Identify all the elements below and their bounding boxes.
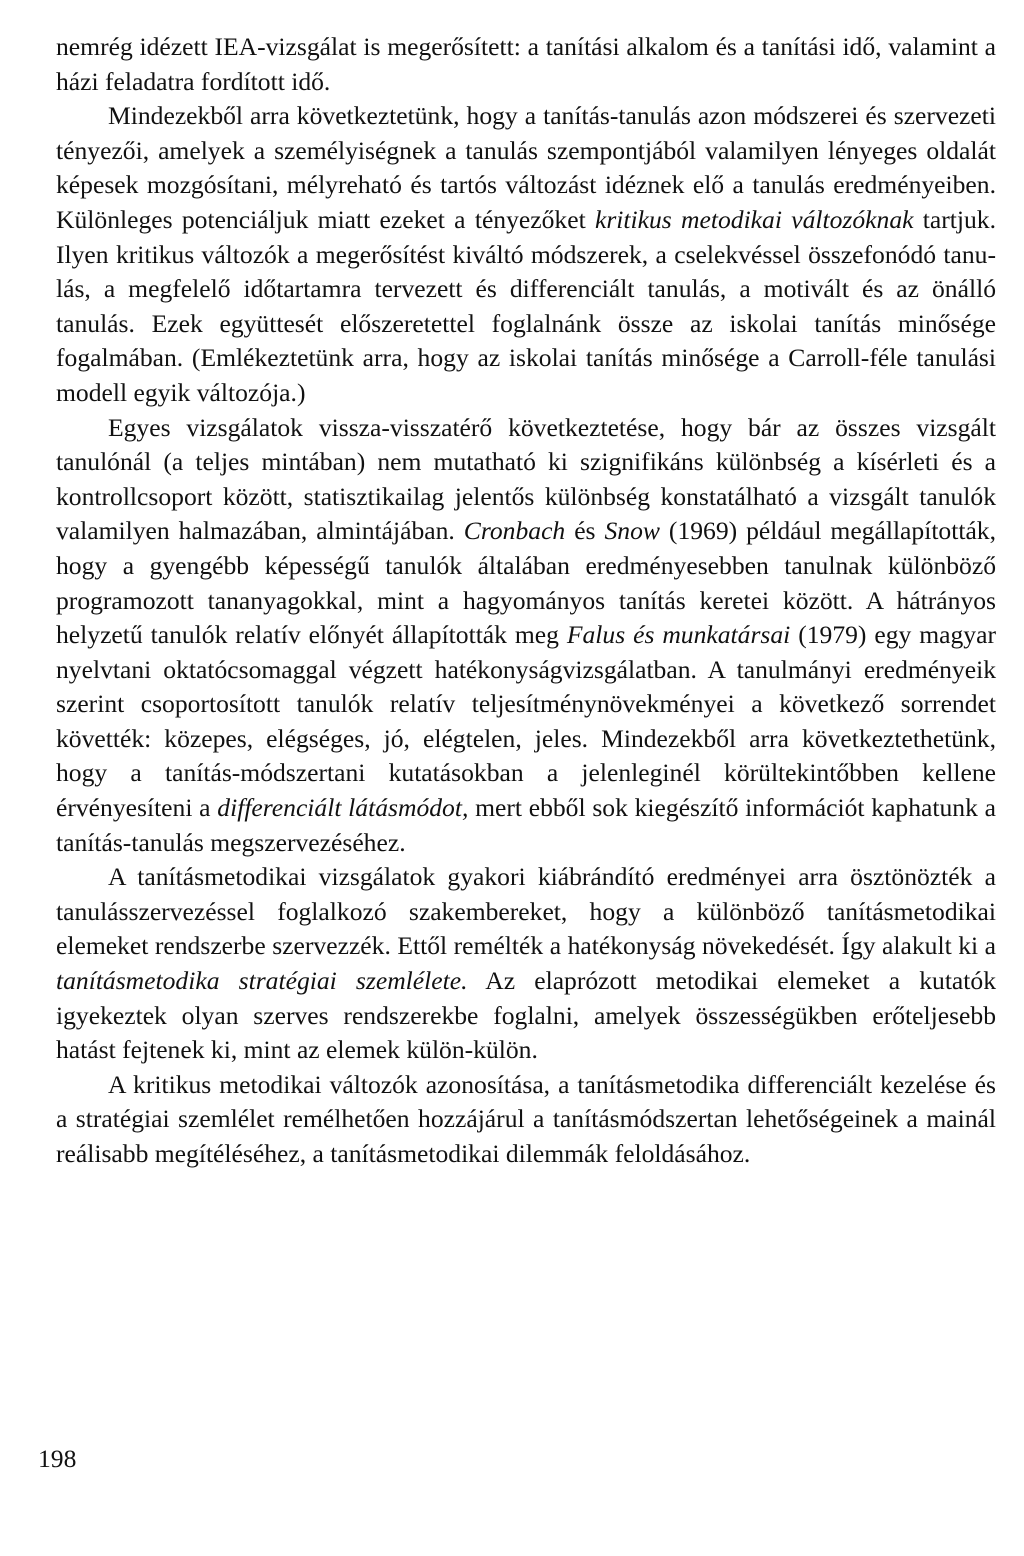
- page-body: [56, 30, 996, 1172]
- paragraph-5: [56, 1068, 996, 1172]
- p3-term-differentiated: differenciált látásmódot,: [217, 793, 469, 823]
- p3-text-d: (1979) egy magyar nyelvtani oktatócsomaggal végzett hatékonyságvizsgálatban. A tanulmányi eredményeik szerint csoportosított tanulók relatív teljesítménynövekményei a következő sorrendet követték: közepes, elégséges, jó, elégtelen, jeles. Mindezekből arra következtethetünk, hogy a tanítás-módszertani kutatásokban a jelenleginél körültekintőbben kellene érvényesíteni a: [56, 620, 996, 823]
- paragraph-3: [56, 411, 996, 861]
- p2-text-a: Mindezekből arra következtetünk, hogy a tanítás-tanulás azon módszerei és szervezeti tényezői, amelyek a személyiségnek a tanulás szempontjából valamilyen lényeges oldalát képesek mozgósítani, mélyreható és tartós változást idéznek elő a tanulás eredményeiben. Különleges potenciáljuk miatt ezeket a tényezőket: [56, 101, 996, 234]
- page-number: 198: [38, 1444, 77, 1473]
- p1-text: nemrég idézett IEA-vizsgálat is megerősített: a tanítási alkalom és a tanítási idő, valamint a házi feladatra fordított idő.: [56, 32, 996, 96]
- p4-text-a: A tanításmetodikai vizsgálatok gyakori kiábrándító eredményei arra ösztönözték a tanulásszervezéssel foglalkozó szakembereket, hogy a különböző tanításmetodikai elemeket rendszerbe szervezzék. Ettől remélték a hatékonyság növekedését. Így alakult ki a: [56, 862, 996, 961]
- paragraph-2: [56, 99, 996, 410]
- p3-author-cronbach: Cronbach: [463, 516, 566, 546]
- p2-term-critical-variables: kritikus metodikai változóknak: [594, 204, 914, 234]
- p3-text-a: Egyes vizsgálatok vissza-visszatérő következtetése, hogy bár az összes vizsgált tanulónál (a teljes mintában) nem mutatható ki szignifikáns különbség a kísérleti és a kontrollcsoport között, statisztikailag jelentős különbség konstatálható a vizsgált tanulók valamilyen halmazában, almintájában.: [56, 412, 996, 546]
- p3-author-falus: Falus és munkatársai: [566, 620, 791, 650]
- p4-term-strategic: tanításmetodika stratégiai szemlélete.: [56, 966, 468, 996]
- p4-text-b: Az elaprózott metodikai elemeket a kutatók igyekeztek olyan szerves rendszerekbe foglalni, amelyek összességükben erőteljesebb hatást fejtenek ki, mint az elemek külön-külön.: [56, 966, 997, 1065]
- p3-text-c: (1969) például megállapították, hogy a gyengébb képességű tanulók általában eredményesebben tanulnak különböző programozott tananyagokkal, mint a hagyományos tanítás keretei között. A hátrányos helyzetű tanulók relatív előnyét állapították meg: [56, 516, 997, 650]
- paragraph-1: [56, 30, 996, 99]
- p3-text-b: és: [565, 516, 605, 546]
- p3-author-snow: Snow: [604, 516, 660, 546]
- p3-text-e: mert ebből sok kiegészítő információt kaphatunk a tanítás-tanulás megszervezéséhez.: [56, 793, 996, 857]
- p5-text: A kritikus metodikai változók azonosítása, a tanításmetodika differenciált kezelése és a stratégiai szemlélet remélhetően hozzájárul a tanításmódszertan lehetőségeinek a mainál reálisabb megítéléséhez, a tanításmetodikai dilemmák feloldásához.: [56, 1069, 996, 1168]
- paragraph-4: [56, 860, 996, 1068]
- p2-text-b: tartjuk. Ilyen kritikus változók a megerősítést kiváltó módszerek, a cselekvéssel összefonódó tanulás, a megfelelő időtartamra tervezett és differenciált tanulás, a motivált és az önálló tanulás. Ezek együttesét előszeretettel foglalnánk össze az iskolai tanítás minősége fogalmában. (Emlékeztetünk arra, hogy az iskolai tanítás minősége a Carroll-féle tanulási modell egyik változója.): [56, 204, 996, 407]
